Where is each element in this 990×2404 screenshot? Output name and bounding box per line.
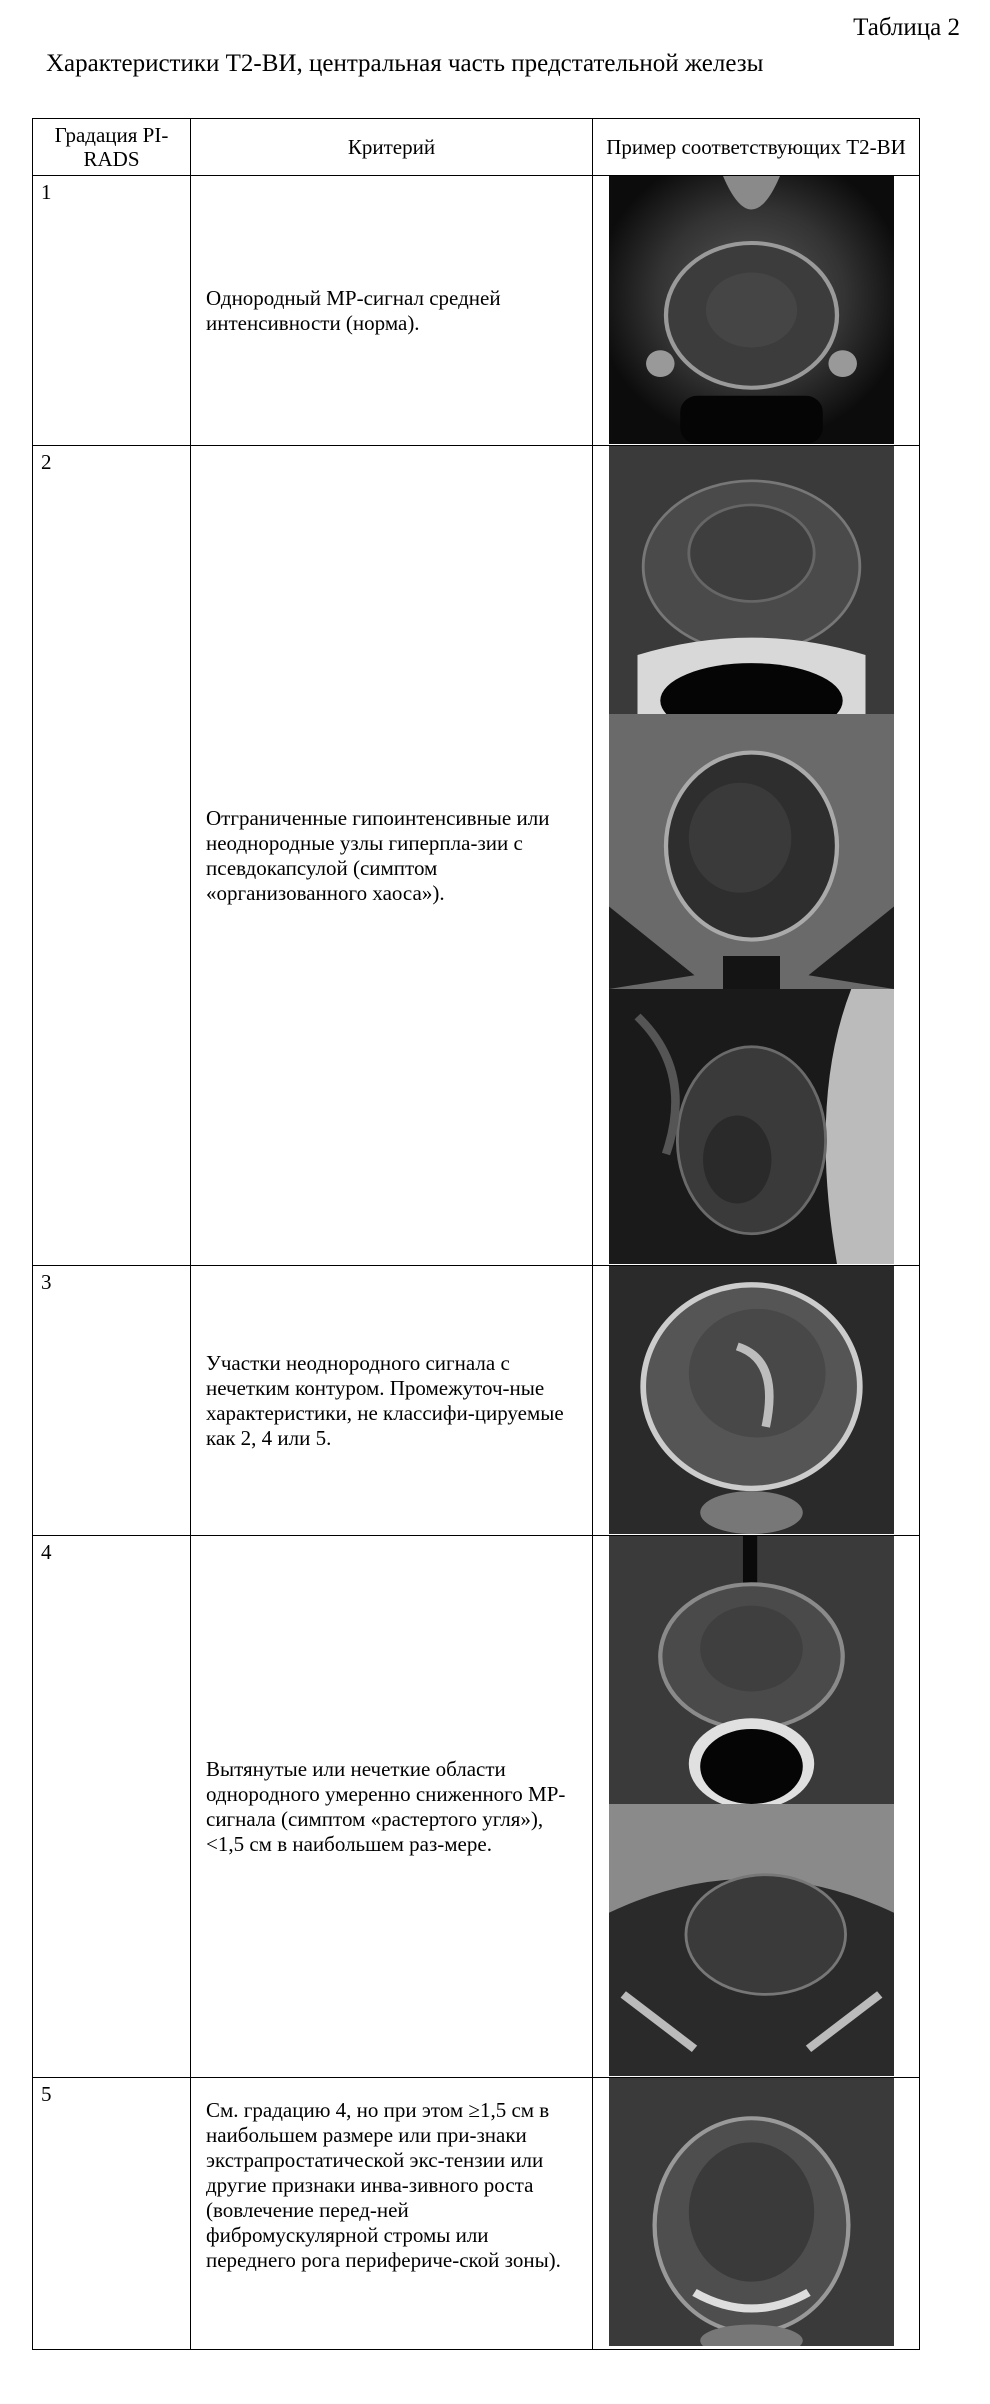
example-cell <box>593 176 920 446</box>
table-header-row <box>33 119 920 176</box>
grade-number: 2 <box>41 450 52 474</box>
grade-cell <box>33 446 191 1266</box>
table-title: Характеристики Т2-ВИ, центральная часть предстательной железы <box>46 50 764 77</box>
grade-cell <box>33 2078 191 2350</box>
grade-number: 4 <box>41 1540 52 1564</box>
criterion-text: Участки неоднородного сигнала с нечетким контуром. Промежуточ-ные характеристики, не классифи-цируемые как 2, 4 или 5. <box>206 1350 564 1450</box>
mri-image <box>609 714 894 989</box>
grade-cell <box>33 176 191 446</box>
mri-image <box>609 446 894 714</box>
grade-cell <box>33 1536 191 2078</box>
criterion-cell <box>191 1266 593 1536</box>
grade-number: 3 <box>41 1270 52 1294</box>
mri-image <box>609 1804 894 2076</box>
example-cell <box>593 446 920 1266</box>
grade-number: 5 <box>41 2082 52 2106</box>
pirads-table <box>32 118 920 2350</box>
mri-image <box>609 176 894 444</box>
criterion-text: См. градацию 4, но при этом ≥1,5 см в наибольшем размере или при-знаки экстрапростатической экс-тензии или другие признаки инва-зивного роста (вовлечение перед-ней фибромускулярной стромы или переднего рога перифериче-ской зоны). <box>206 2098 561 2272</box>
table-row <box>33 1266 920 1536</box>
criterion-cell <box>191 176 593 446</box>
criterion-text: Отграниченные гипоинтенсивные или неоднородные узлы гиперпла-зии с псевдокапсулой (симптом «организованного хаоса»). <box>206 805 550 905</box>
grade-cell <box>33 1266 191 1536</box>
example-cell <box>593 1266 920 1536</box>
criterion-cell <box>191 1536 593 2078</box>
header-criterion: Критерий <box>191 119 593 176</box>
mri-image <box>609 989 894 1264</box>
mri-image <box>609 2078 894 2346</box>
table-row <box>33 2078 920 2350</box>
mri-image <box>609 1266 894 1534</box>
mri-image <box>609 1536 894 1804</box>
criterion-cell <box>191 2078 593 2350</box>
example-cell <box>593 1536 920 2078</box>
criterion-text: Вытянутые или нечеткие области однородного умеренно сниженного МР-сигнала (симптом «растертого угля»), <1,5 см в наибольшем раз-мере. <box>206 1756 566 1856</box>
header-example: Пример соответствующих Т2-ВИ <box>593 119 920 176</box>
table-row <box>33 1536 920 2078</box>
table-row <box>33 446 920 1266</box>
table-row <box>33 176 920 446</box>
grade-number: 1 <box>41 180 52 204</box>
table-number: Таблица 2 <box>853 14 960 41</box>
criterion-cell <box>191 446 593 1266</box>
criterion-text: Однородный МР-сигнал средней интенсивности (норма). <box>206 285 501 335</box>
example-cell <box>593 2078 920 2350</box>
header-grade: Градация PI-RADS <box>33 119 191 176</box>
